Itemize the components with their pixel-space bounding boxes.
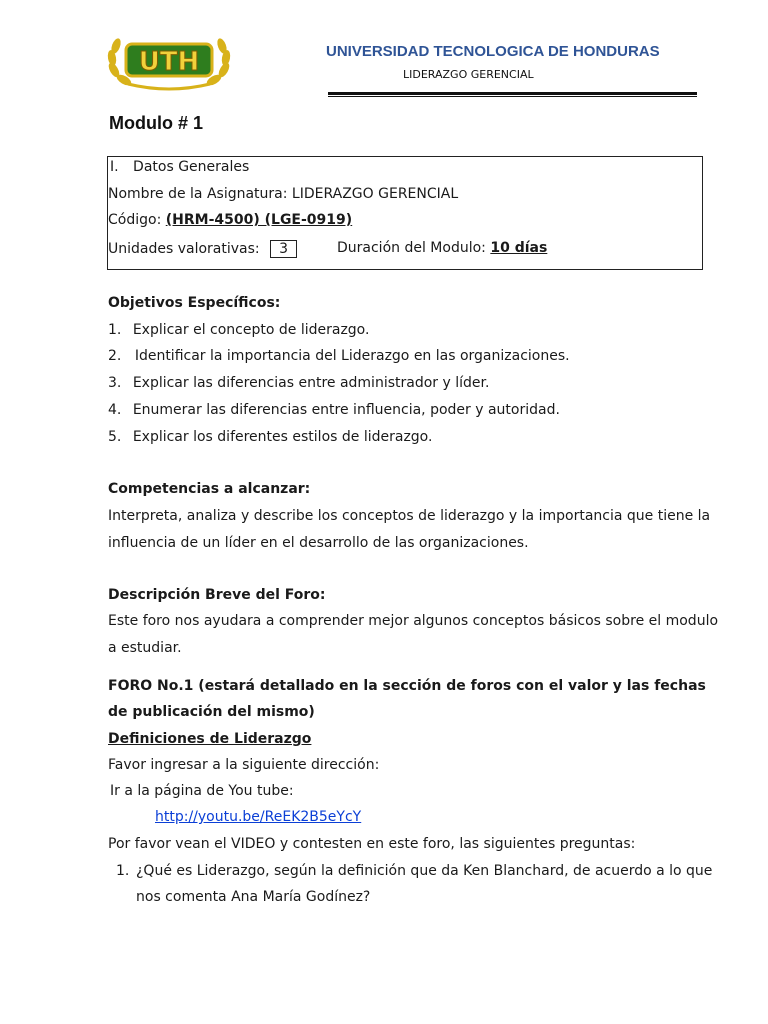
units-label: Unidades valorativas: [108,241,260,257]
question-text-line: nos comenta Ana María Godínez? [136,889,371,905]
code-label: Código: [108,212,162,228]
subject-label: Nombre de la Asignatura: [108,186,288,202]
objective-item [108,375,489,391]
code-row [108,212,352,228]
competencies-text-line: Interpreta, analiza y describe los conceptos de liderazgo y la importancia que tiene la [108,508,711,524]
header-rule [328,92,697,95]
course-subtitle: LIDERAZGO GERENCIAL [403,68,534,81]
objective-num: 1. [108,322,122,338]
forum-paragraph: Favor ingresar a la siguiente dirección: [108,757,380,773]
general-heading [110,159,249,175]
module-title: Modulo # 1 [109,113,203,133]
objectives-heading: Objetivos Específicos: [108,295,281,311]
objective-text: Identificar la importancia del Liderazgo en las organizaciones. [134,348,570,364]
university-name: UNIVERSIDAD TECNOLOGICA DE HONDURAS [326,43,660,60]
forum-paragraph: Ir a la página de You tube: [110,783,294,799]
units-value: 3 [270,240,297,258]
duration-value: 10 días [490,240,548,256]
header-rule-thin [328,96,697,97]
forum-subheading: Definiciones de Liderazgo [108,731,312,747]
objective-text: Enumerar las diferencias entre influencia, poder y autoridad. [132,402,560,418]
general-heading-num: I. [110,159,119,175]
objective-num: 5. [108,429,122,445]
objective-num: 3. [108,375,122,391]
question-num: 1. [116,863,130,879]
general-heading-text: Datos Generales [133,159,250,175]
forum-title-line: FORO No.1 (estará detallado en la sección de foros con el valor y las fechas [108,678,706,694]
forum-desc-line: Este foro nos ayudara a comprender mejor algunos conceptos básicos sobre el modulo [108,613,719,629]
duration-row [337,240,547,256]
units-row [108,240,297,258]
uth-logo [104,30,234,92]
laurel-logo-graphic [104,30,234,92]
subject-row [108,186,458,202]
duration-label: Duración del Modulo: [337,240,486,256]
subject-value: LIDERAZGO GERENCIAL [291,186,459,202]
logo-text: UTH [138,47,200,77]
objective-text: Explicar los diferentes estilos de liderazgo. [132,429,433,445]
question-text-line: ¿Qué es Liderazgo, según la definición que da Ken Blanchard, de acuerdo a lo que [136,863,713,879]
forum-desc-line: a estudiar. [108,640,182,656]
objective-text: Explicar las diferencias entre administrador y líder. [132,375,490,391]
objective-num: 4. [108,402,122,418]
forum-title-line: de publicación del mismo) [108,704,315,720]
objective-text: Explicar el concepto de liderazgo. [132,322,370,338]
competencies-text-line: influencia de un líder en el desarrollo de las organizaciones. [108,535,529,551]
forum-paragraph: Por favor vean el VIDEO y contesten en este foro, las siguientes preguntas: [108,836,636,852]
objective-num: 2. [108,348,122,364]
objective-item [108,402,560,418]
objective-item [108,322,369,338]
objective-item [108,348,570,364]
code-value: (HRM-4500) (LGE-0919) [165,212,353,228]
competencies-heading: Competencias a alcanzar: [108,481,311,497]
objective-item [108,429,432,445]
forum-desc-heading: Descripción Breve del Foro: [108,587,326,603]
youtube-link[interactable]: http://youtu.be/ReEK2B5eYcY [155,809,362,825]
